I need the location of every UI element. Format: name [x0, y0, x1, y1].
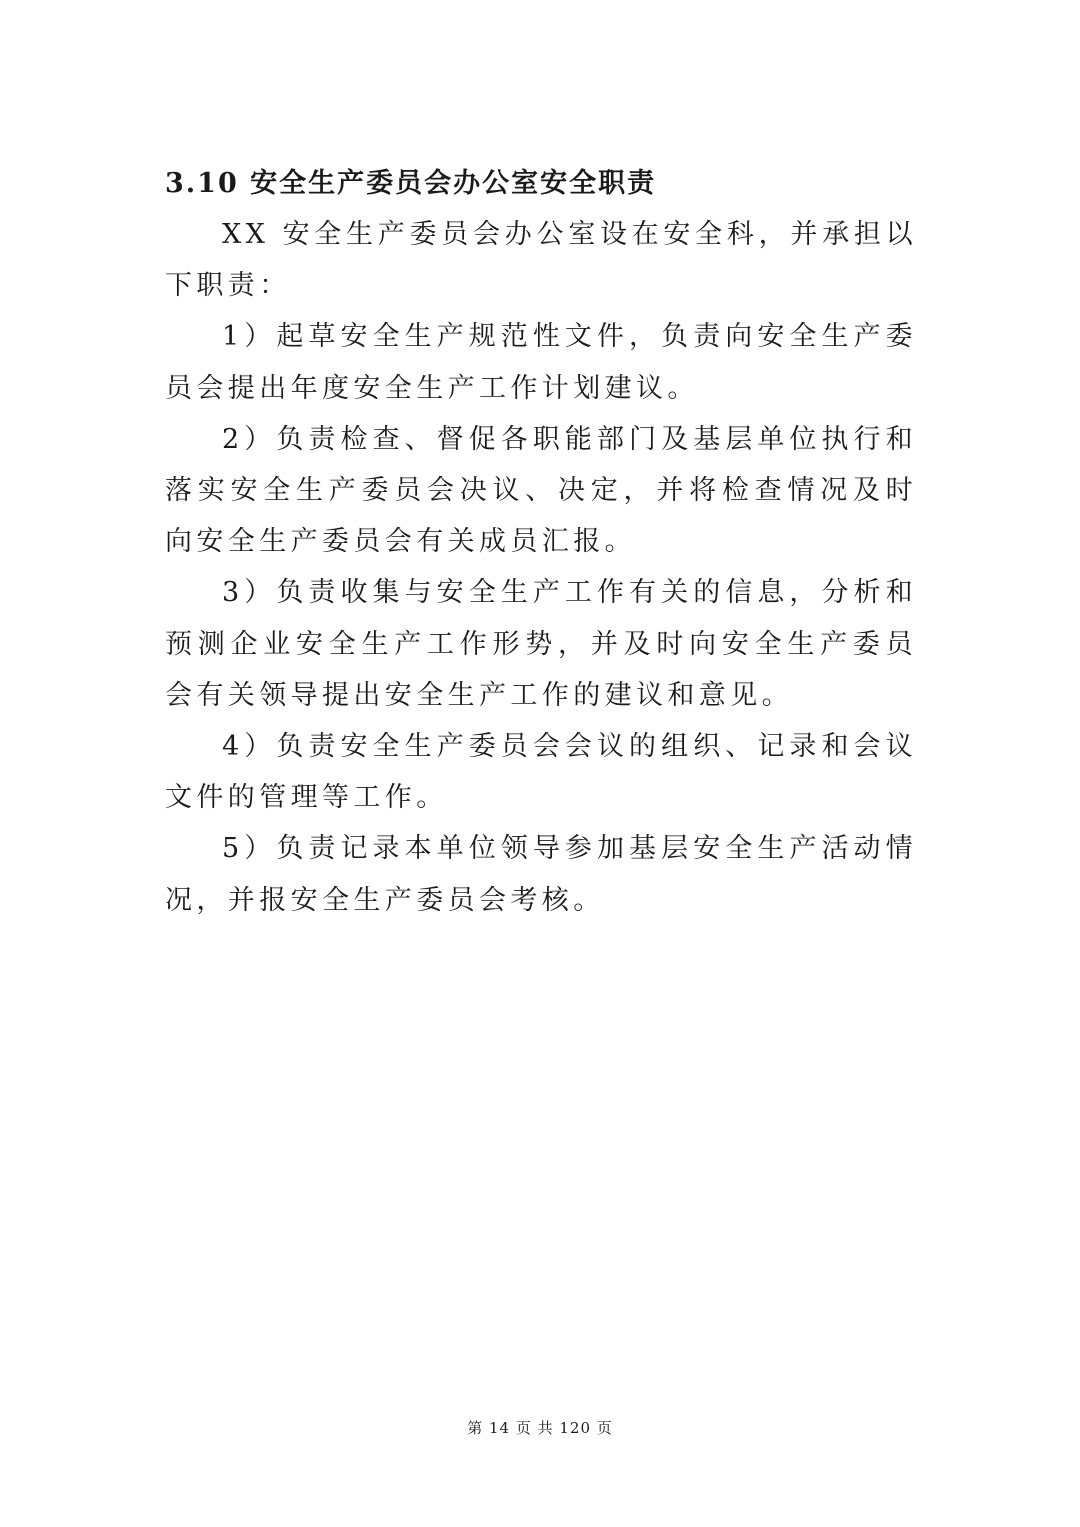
paragraph-item-2: 2）负责检查、督促各职能部门及基层单位执行和落实安全生产委员会决议、决定，并将检查情况及时向安全生产委员会有关成员汇报。 [165, 423, 917, 558]
section-body [165, 209, 917, 926]
page-number-footer: 第 14 页 共 120 页 [467, 1419, 613, 1437]
paragraph-item-1: 1）起草安全生产规范性文件，负责向安全生产委员会提出年度安全生产工作计划建议。 [165, 321, 917, 404]
paragraph-item-4: 4）负责安全生产委员会会议的组织、记录和会议文件的管理等工作。 [165, 731, 917, 814]
paragraph-item-3: 3）负责收集与安全生产工作有关的信息，分析和预测企业安全生产工作形势，并及时向安全生产委员会有关领导提出安全生产工作的建议和意见。 [165, 577, 917, 711]
paragraph-intro: XX 安全生产委员会办公室设在安全科，并承担以下职责： [165, 219, 917, 302]
paragraph-item-5: 5）负责记录本单位领导参加基层安全生产活动情况，并报安全生产委员会考核。 [165, 833, 917, 916]
section-heading: 3.10 安全生产委员会办公室安全职责 [165, 168, 657, 199]
